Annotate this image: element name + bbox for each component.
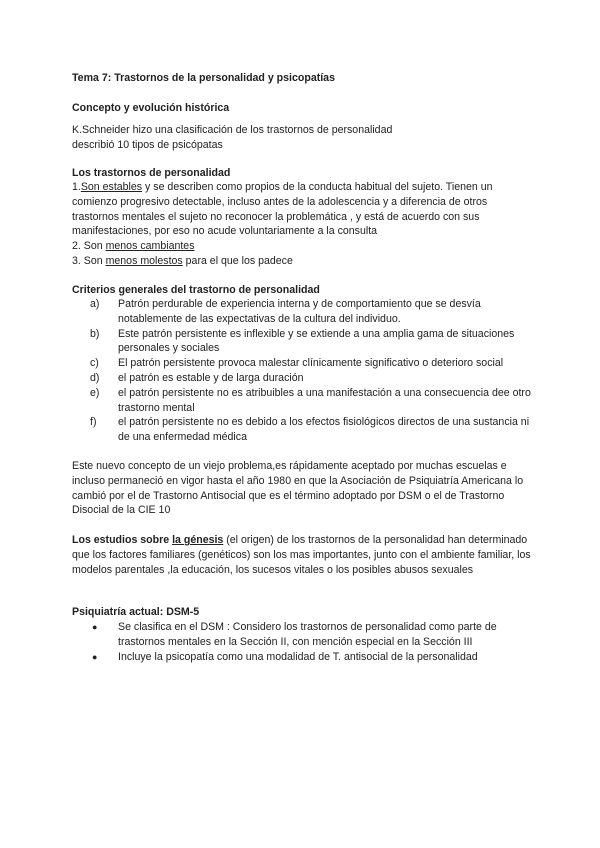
list-item: ● Se clasifica en el DSM : Considero los trastornos de personalidad como parte de trastornos mentales en la Sección II, con mención especial en la Sección III bbox=[92, 621, 497, 648]
trastorno-item-3: 3. Son menos molestos para el que los padece bbox=[72, 254, 293, 267]
list-item: b) Este patrón persistente es inflexible y se extiende a una amplia gama de situaciones personales y sociales bbox=[90, 327, 515, 355]
trastorno-item-1: 1.Son estables y se describen como propios de la conducta habitual del sujeto. Tienen un comienzo progresivo detectable, incluso antes de la adolescencia y a diferencia de otros trastornos mentales el sujeto no reconocer la problemática , y está de acuerdo con sus manifestaciones, por eso no acude voluntariamente a la consulta bbox=[72, 181, 493, 238]
bullet-icon: ● bbox=[92, 622, 98, 632]
schneider-line-1: K.Schneider hizo una clasificación de los trastornos de personalidad bbox=[72, 124, 393, 136]
list-item: d) el patrón es estable y de larga duración bbox=[90, 371, 304, 384]
heading-trastornos: Los trastornos de personalidad bbox=[72, 167, 231, 179]
schneider-line-2: describió 10 tipos de psicópatas bbox=[72, 138, 223, 151]
dsm5-list bbox=[72, 620, 532, 664]
list-item: e) el patrón persistente no es atribuibles a una manifestación a una consecuencia dee otro trastorno mental bbox=[90, 386, 531, 414]
trastornos-list bbox=[72, 180, 532, 269]
list-item: c) El patrón persistente provoca malestar clínicamente significativo o deterioro social bbox=[90, 357, 504, 370]
trastorno-item-2: 2. Son menos cambiantes bbox=[72, 240, 195, 253]
criterios-list bbox=[72, 297, 532, 445]
document-title: Tema 7: Trastornos de la personalidad y psicopatías bbox=[72, 72, 335, 84]
list-item: f) el patrón persistente no es debido a los efectos fisiológicos directos de una sustancia ni de una enfermedad médica bbox=[90, 416, 530, 444]
heading-dsm5: Psiquiatría actual: DSM-5 bbox=[72, 606, 200, 618]
heading-criterios: Criterios generales del trastorno de personalidad bbox=[72, 284, 320, 296]
schneider-text bbox=[72, 123, 532, 153]
list-item: a) Patrón perdurable de experiencia interna y de comportamiento que se desvía notablemente de las expectativas de la cultura del individuo. bbox=[90, 298, 481, 325]
concept-paragraph: Este nuevo concepto de un viejo problema,es rápidamente aceptado por muchas escuelas e incluso permaneció en vigor hasta el año 1980 en que la Asociación de Psiquiatría Americana lo cambió por el de Trastorno Antisocial que es el término adoptado por DSM o el de Trastorno Disocial de la CIE 10 bbox=[72, 460, 524, 517]
heading-concepto: Concepto y evolución histórica bbox=[72, 102, 230, 114]
bullet-icon: ● bbox=[92, 651, 98, 662]
list-item: ● Incluye la psicopatía como una modalidad de T. antisocial de la personalidad bbox=[92, 650, 478, 663]
estudios-paragraph: Los estudios sobre la génesis (el origen) de los trastornos de la personalidad han determinado que los factores familiares (genéticos) son los mas importantes, junto con el ambiente familiar, los modelos parentales ,la educación, los sucesos vitales o los posibles abusos sexuales bbox=[72, 534, 531, 576]
